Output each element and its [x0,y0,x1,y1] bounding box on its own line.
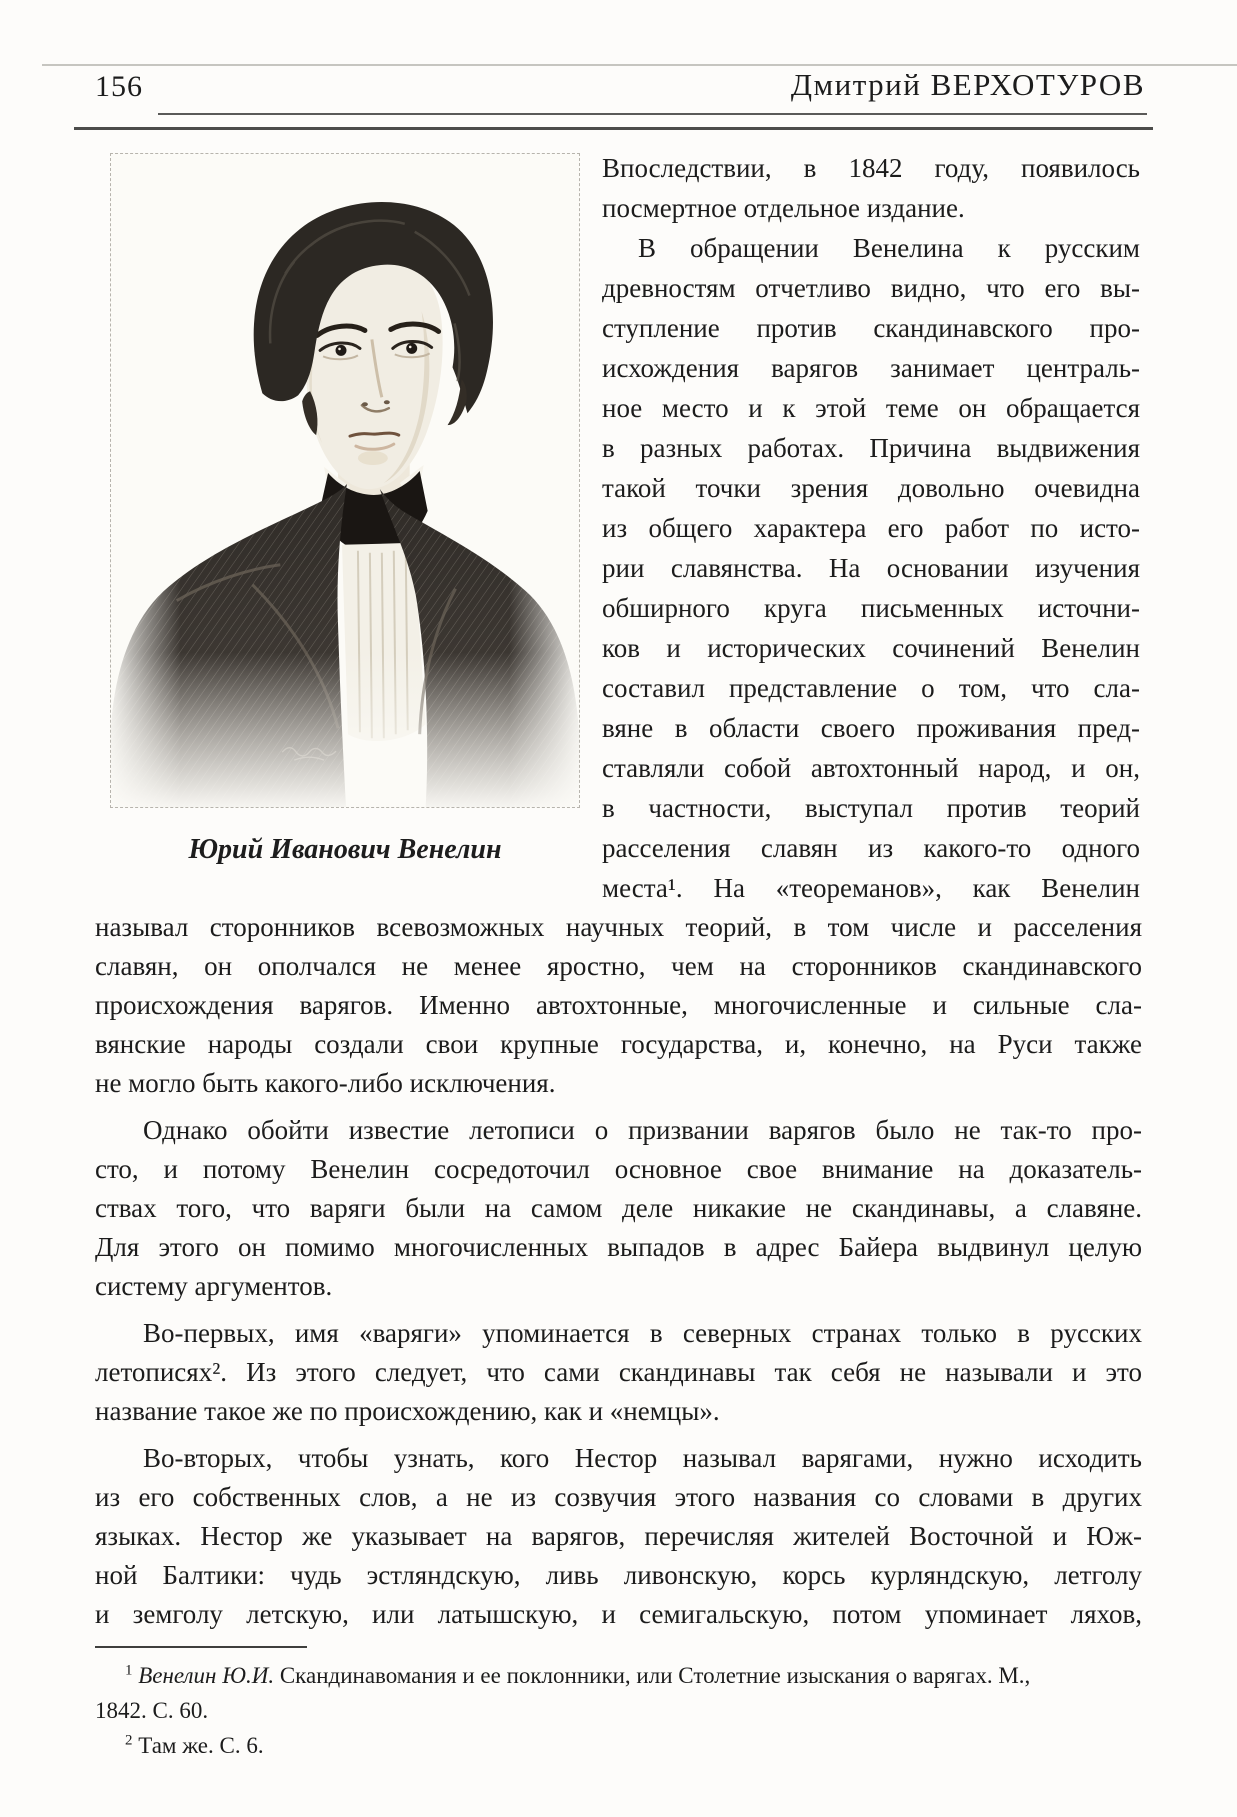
text-line: Однако обойти известие летописи о призвании варягов было не так-то про- [143,1115,1142,1145]
page-number: 156 [95,70,143,103]
text-line: из его собственных слов, а не из созвучия этого названия со словами в других [95,1482,1142,1512]
text-line: из общего характера его работ по исто- [602,513,1140,543]
text-line: называл сторонников всевозможных научных теорий, в том числе и расселения [95,912,1142,942]
scan-artifact-line [42,64,1237,66]
text-line: в разных работах. Причина выдвижения [602,433,1140,463]
footnote-line [95,1693,1142,1728]
footnote-author-italic: Венелин Ю.И. [138,1663,275,1688]
portrait-lithograph-image [111,154,579,807]
text-line: древностям отчетливо видно, что его вы- [602,273,1140,303]
text-line: ступление против скандинавского про- [602,313,1140,343]
text-line: обширного круга письменных источни- [602,593,1140,623]
text-line: рии славянства. На основании изучения [602,553,1140,583]
text-line: исхождения варягов занимает централь- [602,353,1140,383]
footnote-line [95,1728,1142,1763]
text-line: расселения славян из какого-то одного [602,833,1140,863]
text-line: ное место и к этой теме он обращается [602,393,1140,423]
footnote-text: Скандинавомания и ее поклонники, или Столетние изыскания о варягах. М., [274,1663,1031,1688]
header-rule-upper [158,113,1147,115]
text-line: посмертное отдельное издание. [602,193,965,223]
text-line: и земголу летскую, или латышскую, и семигальскую, потом упоминает ляхов, [95,1599,1142,1629]
text-line: сто, и потому Венелин сосредоточил основное свое внимание на доказатель- [95,1154,1142,1184]
text-line: ствах того, что варяги были на самом деле никакие не скандинавы, а славяне. [95,1193,1142,1223]
footnote-rule [95,1646,307,1648]
text-line: Во-вторых, чтобы узнать, кого Нестор называл варягами, нужно исходить [143,1443,1142,1473]
body-right-column [602,148,1140,908]
text-line: не могло быть какого-либо исключения. [95,1068,556,1098]
text-line: систему аргументов. [95,1271,333,1301]
text-line: Для этого он помимо многочисленных выпадов в адрес Байера выдвинул целую [95,1232,1142,1262]
text-line: ков и исторических сочинений Венелин [602,633,1140,663]
text-line: в частности, выступал против теорий [602,793,1140,823]
text-line: В обращении Венелина к русским [638,233,1140,263]
text-line: летописях². Из этого следует, что сами скандинавы так себя не называли и это [95,1357,1142,1387]
footnote-marker: 1 [125,1662,133,1679]
portrait-frame [110,153,580,808]
footnote-line [95,1658,1142,1693]
body-full-width [95,908,1142,1634]
text-line: ной Балтики: чудь эстляндскую, ливь ливонскую, корсь курляндскую, летголу [95,1560,1142,1590]
text-line: происхождения варягов. Именно автохтонные, многочисленные и сильные сла- [95,990,1142,1020]
text-line: вянские народы создали свои крупные государства, и, конечно, на Руси также [95,1029,1142,1059]
text-line: языках. Нестор же указывает на варягов, перечисляя жителей Восточной и Юж- [95,1521,1142,1551]
footnote-marker: 2 [125,1732,133,1749]
text-line: такой точки зрения довольно очевидна [602,473,1140,503]
footnote-text: Там же. С. 6. [138,1733,264,1758]
text-line: славян, он ополчался не менее яростно, чем на сторонников скандинавского [95,951,1142,981]
text-line: Впоследствии, в 1842 году, появилось [602,153,1140,183]
footnotes [95,1658,1142,1763]
header-rule-lower [74,127,1153,130]
text-line: название такое же по происхождению, как и «немцы». [95,1396,720,1426]
footnote-text: 1842. С. 60. [95,1698,209,1723]
text-line: места¹. На «теореманов», как Венелин [602,873,1140,903]
running-head-author: Дмитрий ВЕРХОТУРОВ [790,67,1145,102]
text-line: вяне в области своего проживания пред- [602,713,1140,743]
text-line: ставляли собой автохтонный народ, и он, [602,753,1140,783]
text-line: Во-первых, имя «варяги» упоминается в северных странах только в русских [143,1318,1142,1348]
portrait-caption: Юрий Иванович Венелин [188,834,502,865]
text-line: составил представление о том, что сла- [602,673,1140,703]
